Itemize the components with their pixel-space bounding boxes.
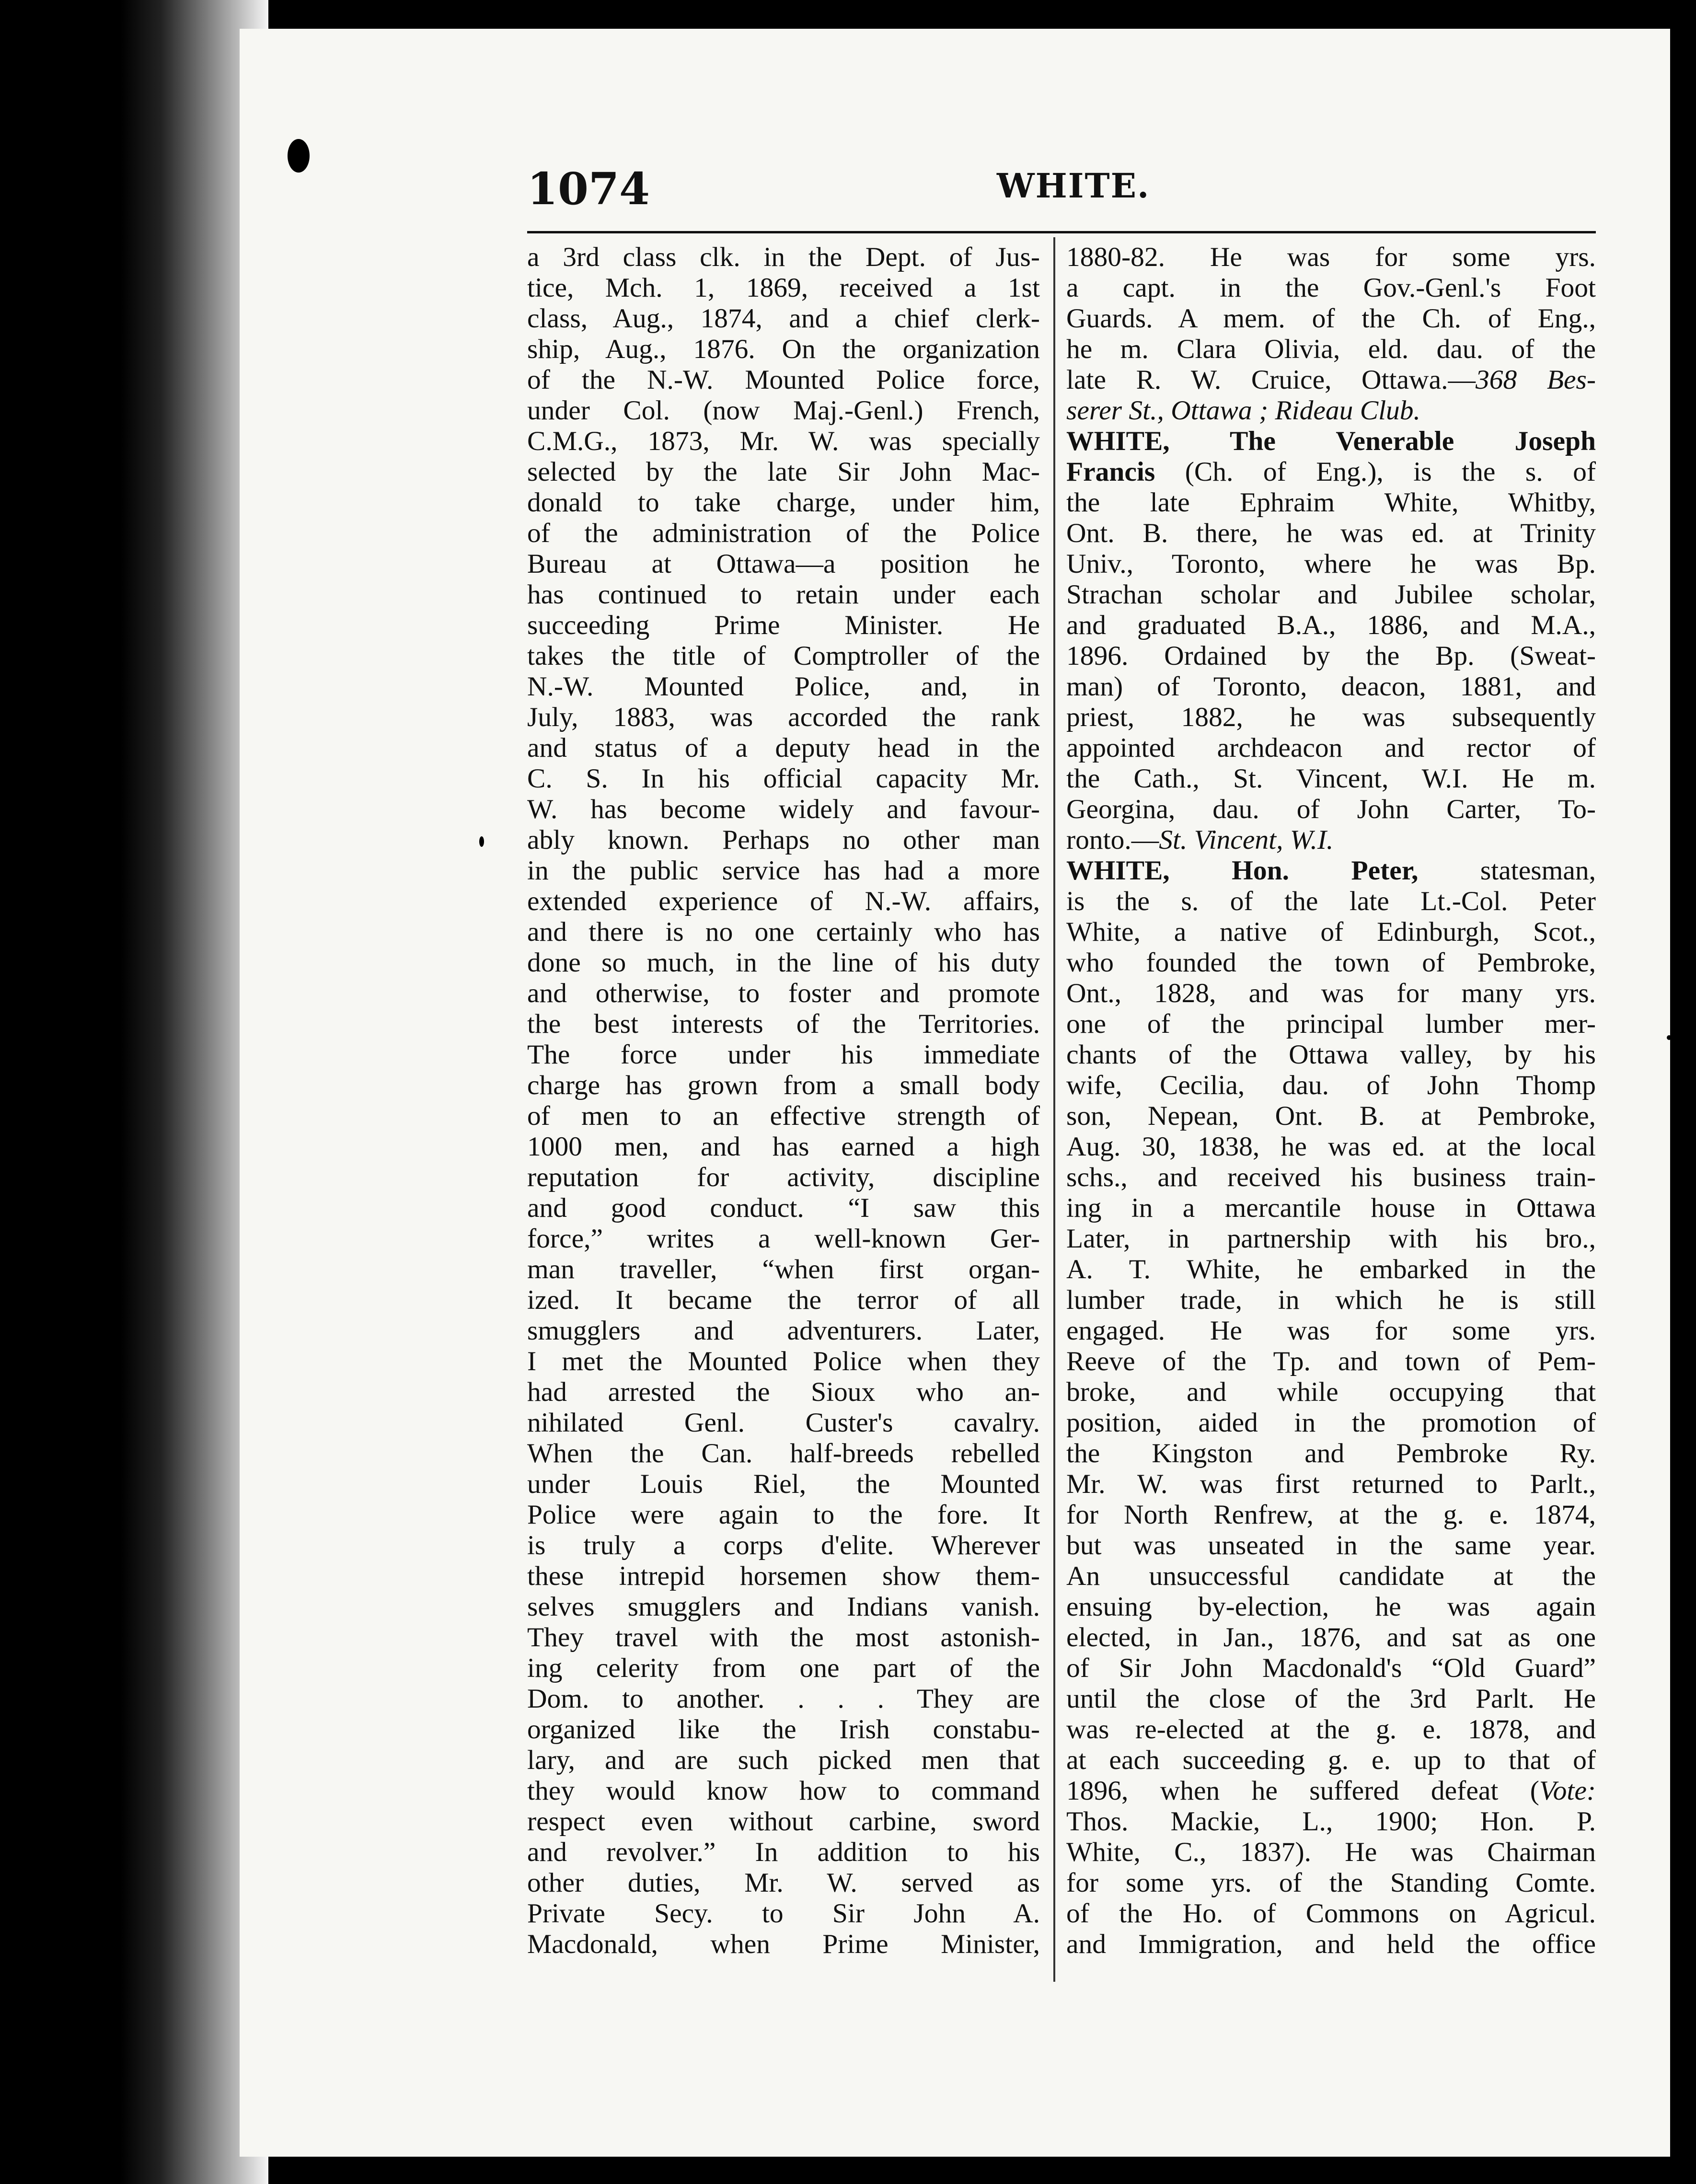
text-line: one of the principal lumber mer- xyxy=(1066,1009,1596,1039)
text-line: at each succeeding g. e. up to that of xyxy=(1066,1745,1596,1775)
text-line: July, 1883, was accorded the rank xyxy=(527,702,1040,732)
text-line: Guards. A mem. of the Ch. of Eng., xyxy=(1066,303,1596,334)
text-line: ably known. Perhaps no other man xyxy=(527,825,1040,855)
text-line: and there is no one certainly who has xyxy=(527,917,1040,947)
text-line: and Immigration, and held the office xyxy=(1066,1929,1596,1959)
text-line: White, C., 1837). He was Chairman xyxy=(1066,1837,1596,1867)
text-line: Aug. 30, 1838, he was ed. at the local xyxy=(1066,1132,1596,1162)
entry-heading xyxy=(1066,855,1596,886)
text-line: Dom. to another. . . . They are xyxy=(527,1684,1040,1714)
text-line: engaged. He was for some yrs. xyxy=(1066,1316,1596,1346)
text-line: has continued to retain under each xyxy=(527,579,1040,610)
text-line: and revolver.” In addition to his xyxy=(527,1837,1040,1867)
text-line: of Sir John Macdonald's “Old Guard” xyxy=(1066,1653,1596,1683)
text-line: I met the Mounted Police when they xyxy=(527,1346,1040,1376)
text-line: he m. Clara Olivia, eld. dau. of the xyxy=(1066,334,1596,364)
text-line: The force under his immediate xyxy=(527,1040,1040,1070)
text-line xyxy=(1066,1776,1596,1806)
text-line: Bureau at Ottawa—a position he xyxy=(527,549,1040,579)
text-line: man traveller, “when first organ- xyxy=(527,1254,1040,1284)
text-line: was re-elected at the g. e. 1878, and xyxy=(1066,1714,1596,1745)
text-line: Ont. B. there, he was ed. at Trinity xyxy=(1066,518,1596,548)
text-line: When the Can. half-breeds rebelled xyxy=(527,1438,1040,1468)
ink-speck xyxy=(1667,1035,1672,1040)
text-line: is the s. of the late Lt.-Col. Peter xyxy=(1066,886,1596,916)
text-run: ronto.— xyxy=(1066,825,1159,855)
text-line: C. S. In his official capacity Mr. xyxy=(527,763,1040,794)
text-line: Strachan scholar and Jubilee scholar, xyxy=(1066,579,1596,610)
text-line: but was unseated in the same year. xyxy=(1066,1530,1596,1560)
entry-name: WHITE, The Venerable Joseph xyxy=(1066,426,1596,456)
text-line: for North Renfrew, at the g. e. 1874, xyxy=(1066,1500,1596,1530)
text-run: (Ch. of Eng.), is the s. of xyxy=(1155,457,1596,487)
text-line: 1880-82. He was for some yrs. xyxy=(1066,242,1596,272)
text-line: lumber trade, in which he is still xyxy=(1066,1285,1596,1315)
text-line: Univ., Toronto, where he was Bp. xyxy=(1066,549,1596,579)
text-line: Reeve of the Tp. and town of Pem- xyxy=(1066,1346,1596,1376)
address-text: serer St., Ottawa ; Rideau Club. xyxy=(1066,395,1420,426)
text-line: a capt. in the Gov.-Genl.'s Foot xyxy=(1066,273,1596,303)
text-line: the late Ephraim White, Whitby, xyxy=(1066,487,1596,518)
right-column xyxy=(1066,242,1596,1987)
text-line: position, aided in the promotion of xyxy=(1066,1408,1596,1438)
text-line: selected by the late Sir John Mac- xyxy=(527,457,1040,487)
column-divider xyxy=(1053,237,1055,1982)
text-line: Later, in partnership with his bro., xyxy=(1066,1224,1596,1254)
text-run: Vote: xyxy=(1539,1776,1596,1806)
address-text: St. Vincent, W.I. xyxy=(1159,825,1334,855)
text-line: and graduated B.A., 1886, and M.A., xyxy=(1066,610,1596,640)
text-line: and otherwise, to foster and promote xyxy=(527,978,1040,1008)
text-line xyxy=(1066,365,1596,395)
text-line: ship, Aug., 1876. On the organization xyxy=(527,334,1040,364)
text-line: A. T. White, he embarked in the xyxy=(1066,1254,1596,1284)
text-line: schs., and received his business train- xyxy=(1066,1162,1596,1192)
text-line: reputation for activity, discipline xyxy=(527,1162,1040,1192)
text-line: wife, Cecilia, dau. of John Thomp xyxy=(1066,1070,1596,1100)
text-line: An unsuccessful candidate at the xyxy=(1066,1561,1596,1591)
text-line: for some yrs. of the Standing Comte. xyxy=(1066,1868,1596,1898)
text-line: elected, in Jan., 1876, and sat as one xyxy=(1066,1622,1596,1652)
text-line: appointed archdeacon and rector of xyxy=(1066,733,1596,763)
page-number: 1074 xyxy=(527,163,650,215)
ink-speck xyxy=(288,139,310,173)
text-line: the best interests of the Territories. xyxy=(527,1009,1040,1039)
text-line: Mr. W. was first returned to Parlt., xyxy=(1066,1469,1596,1499)
text-line: man) of Toronto, deacon, 1881, and xyxy=(1066,671,1596,702)
text-line: lary, and are such picked men that xyxy=(527,1745,1040,1775)
entry-name: WHITE, Hon. Peter, xyxy=(1066,855,1419,886)
text-line: charge has grown from a small body xyxy=(527,1070,1040,1100)
text-line: organized like the Irish constabu- xyxy=(527,1714,1040,1745)
text-line: these intrepid horsemen show them- xyxy=(527,1561,1040,1591)
text-line: of men to an effective strength of xyxy=(527,1101,1040,1131)
text-line: broke, and while occupying that xyxy=(1066,1377,1596,1407)
text-line: Thos. Mackie, L., 1900; Hon. P. xyxy=(1066,1806,1596,1837)
left-column xyxy=(527,242,1040,1987)
text-line: chants of the Ottawa valley, by his xyxy=(1066,1040,1596,1070)
text-line: selves smugglers and Indians vanish. xyxy=(527,1592,1040,1622)
text-line: of the administration of the Police xyxy=(527,518,1040,548)
text-line: a 3rd class clk. in the Dept. of Jus- xyxy=(527,242,1040,272)
text-line: they would know how to command xyxy=(527,1776,1040,1806)
text-line: priest, 1882, he was subsequently xyxy=(1066,702,1596,732)
text-line: done so much, in the line of his duty xyxy=(527,948,1040,978)
text-line: extended experience of N.-W. affairs, xyxy=(527,886,1040,916)
text-line: ized. It became the terror of all xyxy=(527,1285,1040,1315)
running-head: WHITE. xyxy=(997,166,1150,206)
text-run: 1896, when he suffered defeat ( xyxy=(1066,1776,1539,1806)
text-line: 1000 men, and has earned a high xyxy=(527,1132,1040,1162)
text-line xyxy=(1066,395,1596,426)
ink-speck xyxy=(479,836,484,847)
text-line: Ont., 1828, and was for many yrs. xyxy=(1066,978,1596,1008)
text-line: 1896. Ordained by the Bp. (Sweat- xyxy=(1066,641,1596,671)
text-line: force,” writes a well-known Ger- xyxy=(527,1224,1040,1254)
text-line: other duties, Mr. W. served as xyxy=(527,1868,1040,1898)
text-line: smugglers and adventurers. Later, xyxy=(527,1316,1040,1346)
text-line: tice, Mch. 1, 1869, received a 1st xyxy=(527,273,1040,303)
text-line: ensuing by-election, he was again xyxy=(1066,1592,1596,1622)
page-header xyxy=(527,163,1586,230)
header-rule xyxy=(527,231,1596,233)
address-text: 368 Bes- xyxy=(1475,365,1596,395)
text-line xyxy=(1066,825,1596,855)
text-line: Georgina, dau. of John Carter, To- xyxy=(1066,794,1596,824)
text-line: under Col. (now Maj.-Genl.) French, xyxy=(527,395,1040,426)
text-line: White, a native of Edinburgh, Scot., xyxy=(1066,917,1596,947)
text-line: in the public service has had a more xyxy=(527,855,1040,886)
text-line: under Louis Riel, the Mounted xyxy=(527,1469,1040,1499)
text-line: succeeding Prime Minister. He xyxy=(527,610,1040,640)
text-line: C.M.G., 1873, Mr. W. was specially xyxy=(527,426,1040,456)
text-line: class, Aug., 1874, and a chief clerk- xyxy=(527,303,1040,334)
text-line: They travel with the most astonish- xyxy=(527,1622,1040,1652)
text-line: takes the title of Comptroller of the xyxy=(527,641,1040,671)
entry-heading xyxy=(1066,426,1596,457)
text-line: until the close of the 3rd Parlt. He xyxy=(1066,1684,1596,1714)
text-line: of the Ho. of Commons on Agricul. xyxy=(1066,1898,1596,1929)
text-line: the Cath., St. Vincent, W.I. He m. xyxy=(1066,763,1596,794)
text-line: had arrested the Sioux who an- xyxy=(527,1377,1040,1407)
text-line xyxy=(1066,457,1596,487)
text-line: nihilated Genl. Custer's cavalry. xyxy=(527,1408,1040,1438)
text-line: respect even without carbine, sword xyxy=(527,1806,1040,1837)
scan-border xyxy=(0,0,268,2184)
text-line: donald to take charge, under him, xyxy=(527,487,1040,518)
text-line: son, Nepean, Ont. B. at Pembroke, xyxy=(1066,1101,1596,1131)
text-line: and status of a deputy head in the xyxy=(527,733,1040,763)
text-line: and good conduct. “I saw this xyxy=(527,1193,1040,1223)
text-line: the Kingston and Pembroke Ry. xyxy=(1066,1438,1596,1468)
text-run: late R. W. Cruice, Ottawa.— xyxy=(1066,365,1476,395)
text-line: is truly a corps d'elite. Wherever xyxy=(527,1530,1040,1560)
text-line: of the N.-W. Mounted Police force, xyxy=(527,365,1040,395)
text-line: W. has become widely and favour- xyxy=(527,794,1040,824)
text-line: Macdonald, when Prime Minister, xyxy=(527,1929,1040,1959)
text-line: Police were again to the fore. It xyxy=(527,1500,1040,1530)
entry-name: Francis xyxy=(1066,457,1155,487)
text-line: ing celerity from one part of the xyxy=(527,1653,1040,1683)
text-run: statesman, xyxy=(1418,855,1596,886)
text-line: Private Secy. to Sir John A. xyxy=(527,1898,1040,1929)
text-line: ing in a mercantile house in Ottawa xyxy=(1066,1193,1596,1223)
text-line: who founded the town of Pembroke, xyxy=(1066,948,1596,978)
text-line: N.-W. Mounted Police, and, in xyxy=(527,671,1040,702)
